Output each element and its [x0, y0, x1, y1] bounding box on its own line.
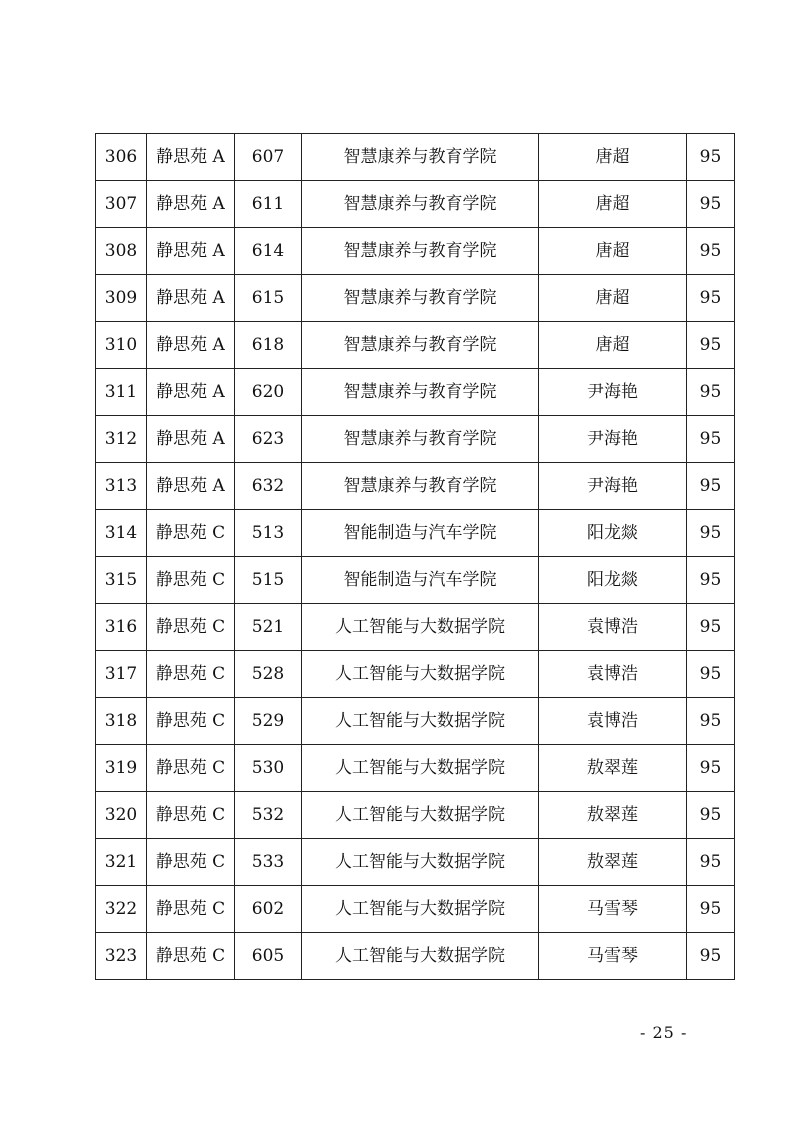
cell-college: 人工智能与大数据学院: [302, 604, 539, 651]
cell-college: 人工智能与大数据学院: [302, 839, 539, 886]
cell-score: 95: [687, 886, 735, 933]
cell-building: 静思苑 C: [147, 557, 235, 604]
cell-index: 322: [96, 886, 147, 933]
cell-room: 533: [235, 839, 302, 886]
cell-index: 317: [96, 651, 147, 698]
cell-score: 95: [687, 933, 735, 980]
table-body: [96, 134, 735, 980]
cell-building: 静思苑 C: [147, 651, 235, 698]
cell-room: 605: [235, 933, 302, 980]
cell-college: 智慧康养与教育学院: [302, 322, 539, 369]
cell-score: 95: [687, 557, 735, 604]
table-row: [96, 416, 735, 463]
cell-counselor: 唐超: [539, 181, 687, 228]
cell-score: 95: [687, 510, 735, 557]
cell-index: 315: [96, 557, 147, 604]
cell-building: 静思苑 A: [147, 275, 235, 322]
cell-counselor: 唐超: [539, 322, 687, 369]
cell-score: 95: [687, 181, 735, 228]
cell-college: 人工智能与大数据学院: [302, 886, 539, 933]
cell-room: 532: [235, 792, 302, 839]
cell-room: 611: [235, 181, 302, 228]
table-row: [96, 839, 735, 886]
cell-counselor: 唐超: [539, 275, 687, 322]
cell-counselor: 尹海艳: [539, 416, 687, 463]
cell-room: 602: [235, 886, 302, 933]
cell-building: 静思苑 A: [147, 463, 235, 510]
cell-room: 614: [235, 228, 302, 275]
cell-score: 95: [687, 134, 735, 181]
cell-score: 95: [687, 604, 735, 651]
table-row: [96, 322, 735, 369]
cell-index: 311: [96, 369, 147, 416]
table-row: [96, 651, 735, 698]
cell-counselor: 马雪琴: [539, 933, 687, 980]
cell-college: 人工智能与大数据学院: [302, 792, 539, 839]
cell-college: 人工智能与大数据学院: [302, 651, 539, 698]
cell-college: 智慧康养与教育学院: [302, 134, 539, 181]
cell-room: 615: [235, 275, 302, 322]
table-row: [96, 463, 735, 510]
cell-building: 静思苑 C: [147, 510, 235, 557]
cell-index: 307: [96, 181, 147, 228]
cell-room: 632: [235, 463, 302, 510]
cell-score: 95: [687, 463, 735, 510]
cell-index: 312: [96, 416, 147, 463]
table-row: [96, 369, 735, 416]
cell-building: 静思苑 C: [147, 839, 235, 886]
table-row: [96, 510, 735, 557]
cell-college: 智慧康养与教育学院: [302, 369, 539, 416]
cell-college: 智慧康养与教育学院: [302, 228, 539, 275]
cell-room: 618: [235, 322, 302, 369]
cell-building: 静思苑 C: [147, 933, 235, 980]
cell-college: 人工智能与大数据学院: [302, 745, 539, 792]
cell-room: 521: [235, 604, 302, 651]
cell-college: 人工智能与大数据学院: [302, 698, 539, 745]
cell-building: 静思苑 A: [147, 322, 235, 369]
cell-college: 人工智能与大数据学院: [302, 933, 539, 980]
table-row: [96, 886, 735, 933]
cell-score: 95: [687, 369, 735, 416]
cell-score: 95: [687, 745, 735, 792]
dormitory-score-table: [95, 133, 735, 980]
cell-index: 320: [96, 792, 147, 839]
table-row: [96, 134, 735, 181]
cell-room: 620: [235, 369, 302, 416]
cell-building: 静思苑 C: [147, 886, 235, 933]
cell-room: 528: [235, 651, 302, 698]
cell-counselor: 袁博浩: [539, 604, 687, 651]
cell-counselor: 袁博浩: [539, 651, 687, 698]
cell-college: 智能制造与汽车学院: [302, 557, 539, 604]
cell-counselor: 袁博浩: [539, 698, 687, 745]
cell-room: 515: [235, 557, 302, 604]
cell-index: 313: [96, 463, 147, 510]
cell-index: 323: [96, 933, 147, 980]
cell-score: 95: [687, 698, 735, 745]
cell-counselor: 唐超: [539, 228, 687, 275]
cell-index: 318: [96, 698, 147, 745]
cell-building: 静思苑 C: [147, 792, 235, 839]
cell-index: 316: [96, 604, 147, 651]
cell-college: 智慧康养与教育学院: [302, 463, 539, 510]
table-row: [96, 933, 735, 980]
cell-index: 309: [96, 275, 147, 322]
cell-building: 静思苑 A: [147, 416, 235, 463]
cell-counselor: 阳龙燚: [539, 557, 687, 604]
cell-score: 95: [687, 322, 735, 369]
cell-score: 95: [687, 651, 735, 698]
cell-score: 95: [687, 416, 735, 463]
cell-score: 95: [687, 228, 735, 275]
cell-building: 静思苑 A: [147, 181, 235, 228]
cell-room: 607: [235, 134, 302, 181]
cell-index: 321: [96, 839, 147, 886]
cell-index: 306: [96, 134, 147, 181]
table-row: [96, 275, 735, 322]
cell-index: 310: [96, 322, 147, 369]
cell-counselor: 尹海艳: [539, 369, 687, 416]
cell-building: 静思苑 A: [147, 228, 235, 275]
cell-room: 530: [235, 745, 302, 792]
cell-building: 静思苑 A: [147, 134, 235, 181]
cell-building: 静思苑 C: [147, 604, 235, 651]
cell-counselor: 敖翠莲: [539, 745, 687, 792]
cell-score: 95: [687, 839, 735, 886]
cell-college: 智慧康养与教育学院: [302, 416, 539, 463]
cell-counselor: 敖翠莲: [539, 792, 687, 839]
table-row: [96, 557, 735, 604]
table-row: [96, 745, 735, 792]
cell-room: 623: [235, 416, 302, 463]
cell-index: 314: [96, 510, 147, 557]
cell-index: 319: [96, 745, 147, 792]
table-row: [96, 698, 735, 745]
cell-college: 智能制造与汽车学院: [302, 510, 539, 557]
cell-room: 529: [235, 698, 302, 745]
table-row: [96, 181, 735, 228]
cell-college: 智慧康养与教育学院: [302, 275, 539, 322]
cell-college: 智慧康养与教育学院: [302, 181, 539, 228]
cell-index: 308: [96, 228, 147, 275]
table-row: [96, 228, 735, 275]
cell-building: 静思苑 A: [147, 369, 235, 416]
cell-building: 静思苑 C: [147, 698, 235, 745]
cell-building: 静思苑 C: [147, 745, 235, 792]
cell-counselor: 阳龙燚: [539, 510, 687, 557]
table-row: [96, 792, 735, 839]
cell-counselor: 敖翠莲: [539, 839, 687, 886]
cell-score: 95: [687, 275, 735, 322]
cell-counselor: 马雪琴: [539, 886, 687, 933]
table-row: [96, 604, 735, 651]
cell-counselor: 尹海艳: [539, 463, 687, 510]
cell-counselor: 唐超: [539, 134, 687, 181]
page-number: - 25 -: [640, 1023, 688, 1042]
cell-room: 513: [235, 510, 302, 557]
cell-score: 95: [687, 792, 735, 839]
